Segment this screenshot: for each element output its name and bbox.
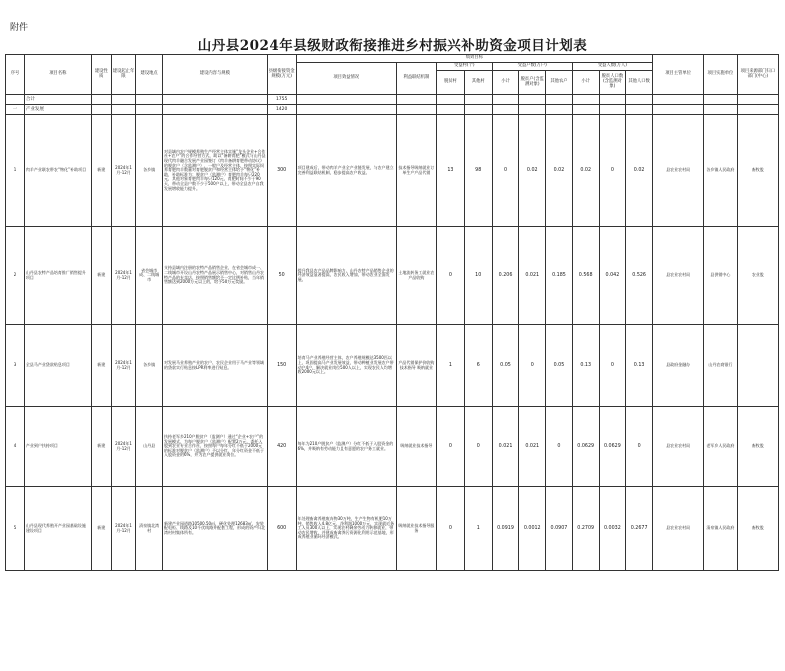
row-fund-dept xyxy=(737,325,778,407)
row-authority: 县政府金融办 xyxy=(653,325,704,407)
row-budget: 600 xyxy=(267,487,296,571)
header-household-poor: 脱贫户(含监测对象) xyxy=(519,71,546,95)
row-period: 2024年1月-12月 xyxy=(111,407,136,487)
project-rows xyxy=(6,115,779,571)
header-authority: 项目主管单位 xyxy=(653,55,704,95)
row-population-other: 0 xyxy=(626,407,653,487)
row-population-subtotal: 0.13 xyxy=(572,325,599,407)
table-row xyxy=(6,407,779,487)
header-population-group: 受益人数(万人) xyxy=(572,63,652,71)
row-content: 对发展马业养殖产业的农户、农民企业用于马产业等领域的贷款实行贴息按LPR利率进行贴息。 xyxy=(163,325,268,407)
header-benefit: 项目效益情况 xyxy=(296,63,396,95)
row-household-other: 0.185 xyxy=(546,227,573,325)
row-population-subtotal: 0.0629 xyxy=(572,407,599,487)
header-mechanism: 利益联结机制 xyxy=(396,63,436,95)
row-seq: 1 xyxy=(6,115,25,227)
row-fund-dept: 畜牧股 xyxy=(737,115,778,227)
total-label: 合计 xyxy=(24,95,91,105)
row-seq: 2 xyxy=(6,227,25,325)
row-household-other: 0.0907 xyxy=(546,487,573,571)
row-population-subtotal: 0.2709 xyxy=(572,487,599,571)
row-household-other: 0.02 xyxy=(546,115,573,227)
row-household-poor: 0.0012 xyxy=(519,487,546,571)
row-village-poor: 0 xyxy=(436,487,464,571)
row-content: 对县域内农户规模养殖生产经营主体实施“龙头企业+合作社+农户”的合作经营方式，助以“备耕育肥”模式与山丹县现代肉羊融合发展产业园签订《肉羊备耕育肥带动协议》的脱贫户（含监测户），一般户及经营主体，按照实际饲养育肥肉羊数量对育肥脱贫户和经营主体给予“物化”补助，补助标准为：脱贫户（监测户）育肥肉羊每只220元，其他对象育肥肉羊每只120元，育肥时间不少于90天，带动全县户数不少于500户以上，带动全县农户自我发展增收能力提升。 xyxy=(163,115,268,227)
row-household-poor: 0 xyxy=(519,325,546,407)
row-benefit: 项目建成后，带动肉羊产业全产业链发展，与农户建立完善利益联结机制，稳步提高农户收益。 xyxy=(296,115,396,227)
row-village-other: 6 xyxy=(464,325,492,407)
row-population-poor: 0 xyxy=(599,325,626,407)
row-location: 各乡镇 xyxy=(136,115,163,227)
row-period: 2024年1月-12月 xyxy=(111,325,136,407)
row-name: 山丹县现代养殖开产业园基础设施建设项目 xyxy=(24,487,91,571)
row-village-poor: 1 xyxy=(436,325,464,407)
row-benefit: 提升我县农产品品牌影响力，山丹农特产品销售企业的经济效益显著提高，农民收入增加，带动农业全面发展。 xyxy=(296,227,396,325)
header-nature: 建设性质 xyxy=(91,55,111,95)
row-nature: 新建 xyxy=(91,115,111,227)
page-title: 山丹县2024年县级财政衔接推进乡村振兴补助资金项目计划表 xyxy=(197,38,588,54)
row-population-subtotal: 0.568 xyxy=(572,227,599,325)
row-population-other: 0.2677 xyxy=(626,487,653,571)
row-village-poor: 0 xyxy=(436,407,464,487)
row-content: 扶持老军乡210户脱贫户（监测户）通过“企业+农户”的发展模式，为每户脱贫户（监测户）配置2万元，委托入股到农业专业合作社，按照每户每年分红不低于2000元的标准对脱贫户（监测户）予以分红，年分红资金不低于入股资金的6%，并为农户提供就业岗位。 xyxy=(163,407,268,487)
row-period: 2024年1月-12月 xyxy=(111,227,136,325)
row-population-poor: 0.042 xyxy=(599,227,626,325)
header-implementer: 项目实施单位 xyxy=(704,55,737,95)
header-seq: 序号 xyxy=(6,55,25,95)
row-location: 省会城市成、二线城市 xyxy=(136,227,163,325)
header-household-subtotal: 小计 xyxy=(492,71,519,95)
row-household-poor: 0.02 xyxy=(519,115,546,227)
row-implementer: 各乡镇人民政府 xyxy=(704,115,737,227)
row-household-subtotal: 0 xyxy=(492,115,519,227)
row-implementer: 县供销中心 xyxy=(704,227,737,325)
header-population-subtotal: 小计 xyxy=(572,71,599,95)
header-fund-dept: 项目来源部门归口部门(中心) xyxy=(737,55,778,95)
row-mechanism: 吸纳就业技术指导 xyxy=(396,407,436,487)
table-row xyxy=(6,325,779,407)
row-budget: 150 xyxy=(267,325,296,407)
row-authority: 县农业农村局 xyxy=(653,115,704,227)
header-population-other: 其他人口数 xyxy=(626,71,653,95)
row-location: 各乡镇 xyxy=(136,325,163,407)
row-fund-dept: 畜牧股 xyxy=(737,487,778,571)
row-household-subtotal: 0.05 xyxy=(492,325,519,407)
row-seq: 4 xyxy=(6,407,25,487)
table-row xyxy=(6,487,779,571)
row-benefit: 每年为210户脱贫户（监测户）分红不低于入股资金的6%，并吸纳有劳动能力且有意愿的农户务工就业。 xyxy=(296,407,396,487)
row-authority: 县农业农村局 xyxy=(653,227,704,325)
header-name: 项目名称 xyxy=(24,55,91,95)
row-household-subtotal: 0.021 xyxy=(492,407,519,487)
row-mechanism: 吸纳就业技术指导服务 xyxy=(396,487,436,571)
header-content: 建设内容与规模 xyxy=(163,55,268,95)
row-implementer: 山丹农商银行 xyxy=(704,325,737,407)
row-village-other: 98 xyxy=(464,115,492,227)
section-seq: 一 xyxy=(6,105,25,115)
row-population-subtotal: 0.02 xyxy=(572,115,599,227)
row-household-poor: 0.021 xyxy=(519,227,546,325)
row-population-other: 0.02 xyxy=(626,115,653,227)
row-authority: 县农业农村局 xyxy=(653,487,704,571)
row-village-other: 1 xyxy=(464,487,492,571)
row-name: 产业到户扶持项目 xyxy=(24,407,91,487)
row-population-poor: 0 xyxy=(599,115,626,227)
row-village-poor: 0 xyxy=(436,227,464,325)
table-row xyxy=(6,115,779,227)
row-nature: 新建 xyxy=(91,487,111,571)
row-content: 新建产业园道路10500.50㎡，硬化处理12683㎡，安装配电柜、线路及10千伏线路并配套工程，形成的资产归北湾村村集体所有。 xyxy=(163,487,268,571)
row-location: 清泉镇北湾村 xyxy=(136,487,163,571)
row-population-other: 0.13 xyxy=(626,325,653,407)
row-household-poor: 0.021 xyxy=(519,407,546,487)
row-mechanism: 产品代销保护价收购 技术指导 吸纳就业 xyxy=(396,325,436,407)
row-budget: 300 xyxy=(267,115,296,227)
header-budget: 县级衔接资金规模(万元) xyxy=(267,55,296,95)
total-row xyxy=(6,95,779,105)
row-budget: 420 xyxy=(267,407,296,487)
header-village-other: 其他村 xyxy=(464,71,492,95)
row-mechanism: 土地流转务工就业农产品收购 xyxy=(396,227,436,325)
section-row xyxy=(6,105,779,115)
row-population-poor: 0.0629 xyxy=(599,407,626,487)
row-nature: 新建 xyxy=(91,227,111,325)
row-mechanism: 技术指导吸纳就业订单生产产品代销 xyxy=(396,115,436,227)
row-content: 支持县域内注册的农特产品销售企业，在省会城市成一、二线城市开设山丹农特产品展示销售中心，对销售山丹农特产品的专卖店，按照销售额给予一定比例补贴，当年销售额达到2000万元以上的，给予50万元奖励。 xyxy=(163,227,268,325)
row-household-subtotal: 0.206 xyxy=(492,227,519,325)
row-seq: 5 xyxy=(6,487,25,571)
row-fund-dept: 畜牧股 xyxy=(737,407,778,487)
header-village-group: 受益村(个) xyxy=(436,63,492,71)
header-household-other: 其他农户 xyxy=(546,71,573,95)
attachment-label: 附件 xyxy=(10,23,29,33)
row-benefit: 年处理畜禽养殖废弃物30万吨，生产生物有机肥10万吨，销售收入4.8亿元，净利润1000万元，实现就近务工人员300人以上，实现农村剩余劳动力转移就业，带动农民增收，并建成畜禽粪污资源化利用示范基地，形成养殖业循环经济模式。 xyxy=(296,487,396,571)
project-plan-table xyxy=(5,54,779,571)
header-population-poor: 脱贫人口数(含监测对象) xyxy=(599,71,626,95)
row-implementer: 清泉镇人民政府 xyxy=(704,487,737,571)
header-village-poor: 脱贫村 xyxy=(436,71,464,95)
total-budget: 1755 xyxy=(267,95,296,105)
row-period: 2024年1月-12月 xyxy=(111,115,136,227)
row-nature: 新建 xyxy=(91,325,111,407)
row-authority: 县农业农村局 xyxy=(653,407,704,487)
row-seq: 3 xyxy=(6,325,25,407)
header-period: 建设起止年限 xyxy=(111,55,136,95)
header-location: 建设地点 xyxy=(136,55,163,95)
row-household-other: 0 xyxy=(546,407,573,487)
row-household-subtotal: 0.0919 xyxy=(492,487,519,571)
section-budget: 1420 xyxy=(267,105,296,115)
row-village-other: 0 xyxy=(464,407,492,487)
row-village-poor: 13 xyxy=(436,115,464,227)
row-population-poor: 0.0032 xyxy=(599,487,626,571)
row-period: 2024年1月-12月 xyxy=(111,487,136,571)
row-benefit: 培育马产业养殖经营主体，农户养殖规模达3500匹以上，巩固提高马产业发展效益，带动种植业发展农户带动户4户，解决就业岗位500人以上，实现农民人均增收2000元以上。 xyxy=(296,325,396,407)
row-fund-dept: 农业股 xyxy=(737,227,778,325)
row-village-other: 10 xyxy=(464,227,492,325)
section-label: 产业发展 xyxy=(24,105,91,115)
row-implementer: 老军乡人民政府 xyxy=(704,407,737,487)
header-performance: 绩效目标 xyxy=(296,55,652,63)
row-household-other: 0.05 xyxy=(546,325,573,407)
row-name: 肉羊产业联农带农“物化”补助项目 xyxy=(24,115,91,227)
row-budget: 50 xyxy=(267,227,296,325)
row-name: 全县马产业贷款贴息项目 xyxy=(24,325,91,407)
row-nature: 新建 xyxy=(91,407,111,487)
header-household-group: 受益户数(万户) xyxy=(492,63,572,71)
row-population-other: 0.526 xyxy=(626,227,653,325)
row-location: 山丹县 xyxy=(136,407,163,487)
row-name: 山丹县农特产品培育推广销售提升项目 xyxy=(24,227,91,325)
table-row xyxy=(6,227,779,325)
